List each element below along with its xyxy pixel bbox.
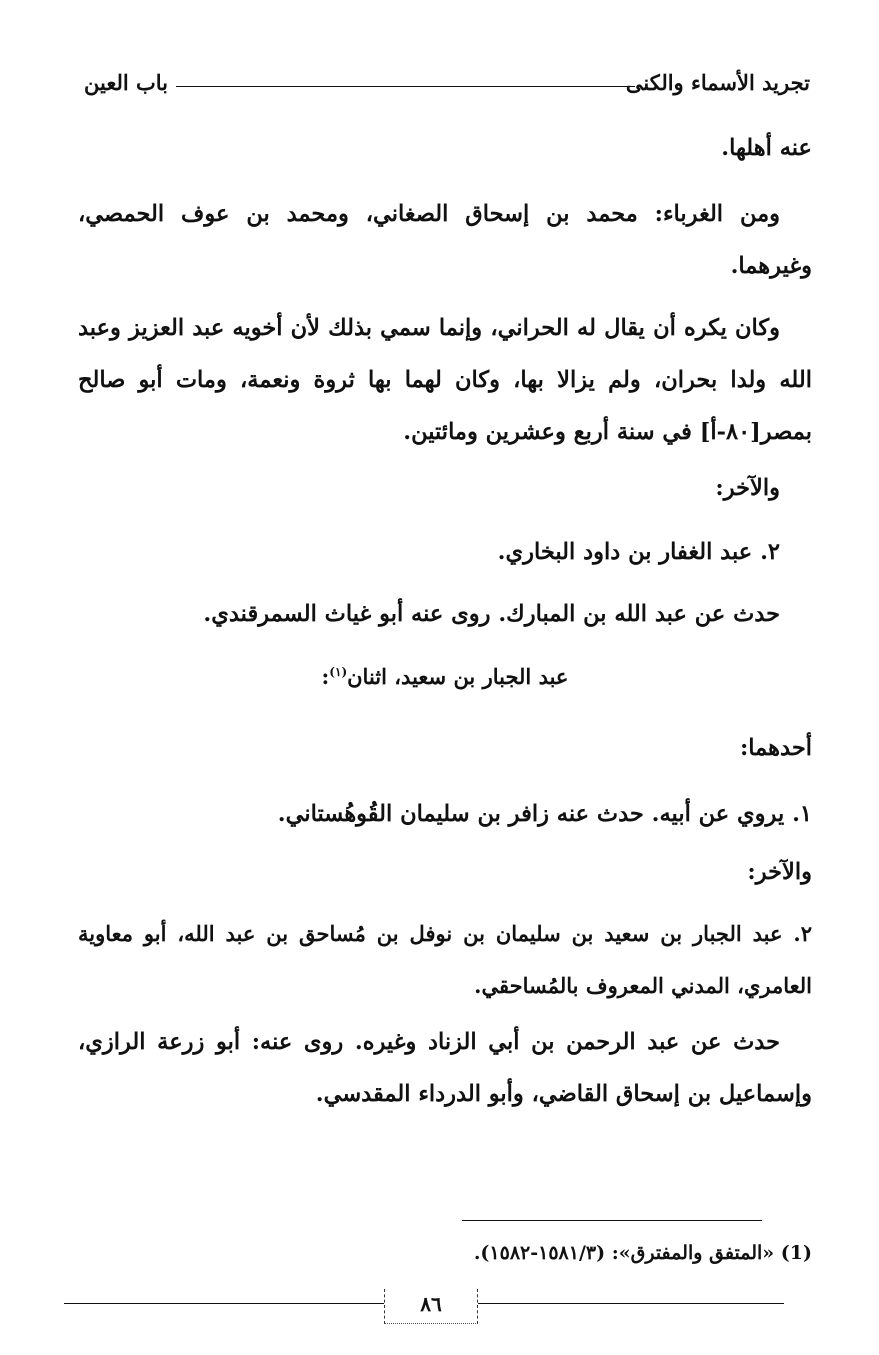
- entry-2-abd-al-jabbar: [78, 908, 812, 1012]
- book-title: تجريد الأسماء والكنى: [625, 70, 810, 95]
- footnote: [300, 1236, 812, 1270]
- footnote-rule: [462, 1220, 762, 1221]
- footnote-text: «المتفق والمفترق»: (١٥٨١/٣-١٥٨٢).: [473, 1242, 775, 1264]
- chapter-title: باب العين: [84, 70, 169, 95]
- page-number: ٨٦: [384, 1289, 478, 1324]
- section-heading: [78, 652, 812, 697]
- footer-rule-left: [64, 1303, 384, 1304]
- entry-detail: حدث عنه زافر بن سليمان القُوهُستاني.: [277, 801, 644, 827]
- paragraph-narration-1: حدث عن عبد الله بن المبارك. روى عنه أبو غياث السمرقندي.: [203, 601, 780, 627]
- footnote-marker: (1): [780, 1242, 812, 1264]
- paragraph-narration-2: حدث عن عبد الرحمن بن أبي الزناد وغيره. روى عنه: أبو زرعة الرازي، وإسماعيل بن إسحاق القاضي، وأبو الدرداء المقدسي.: [78, 1029, 812, 1107]
- label-the-other: والآخر:: [715, 475, 780, 501]
- header-rule: [176, 86, 635, 87]
- paragraph-harrani: وكان يكره أن يقال له الحراني، وإنما سمي بذلك لأن أخويه عبد العزيز وعبد الله ولدا بحران، ولم يزالا بها، وكان لهما بها ثروة ونعمة، ومات أبو صالح بمصر[٨٠-أ] في سنة أربع وعشرين ومائتين.: [78, 315, 812, 445]
- entry-name: عبد الجبار بن سعيد بن سليمان بن نوفل بن مُساحق بن عبد الله، أبو معاوية العامري، المدني المعروف بالمُساحقي.: [78, 921, 812, 998]
- entry-name: يروي عن أبيه.: [651, 801, 785, 827]
- entry-number: ٢.: [760, 539, 780, 565]
- footnote-ref: (١): [329, 665, 348, 679]
- heading-text: عبد الجبار بن سعيد، اثنان: [347, 664, 569, 689]
- entry-number: ١.: [792, 801, 812, 827]
- paragraph-strangers: ومن الغرباء: محمد بن إسحاق الصغاني، ومحمد بن عوف الحمصي، وغيرهما.: [78, 201, 812, 279]
- label-the-other-2: والآخر:: [747, 859, 812, 885]
- entry-2-abd-al-ghaffar: [78, 526, 812, 578]
- entry-name: عبد الغفار بن داود البخاري.: [497, 539, 753, 565]
- heading-colon: :: [321, 664, 330, 689]
- running-header: [84, 66, 810, 102]
- paragraph-continuation: عنه أهلها.: [721, 135, 812, 161]
- entry-number: ٢.: [793, 921, 812, 946]
- footer-rule-right: [478, 1303, 784, 1304]
- label-one-of-them: أحدهما:: [739, 735, 812, 761]
- entry-1-narrates-from-father: [78, 788, 812, 840]
